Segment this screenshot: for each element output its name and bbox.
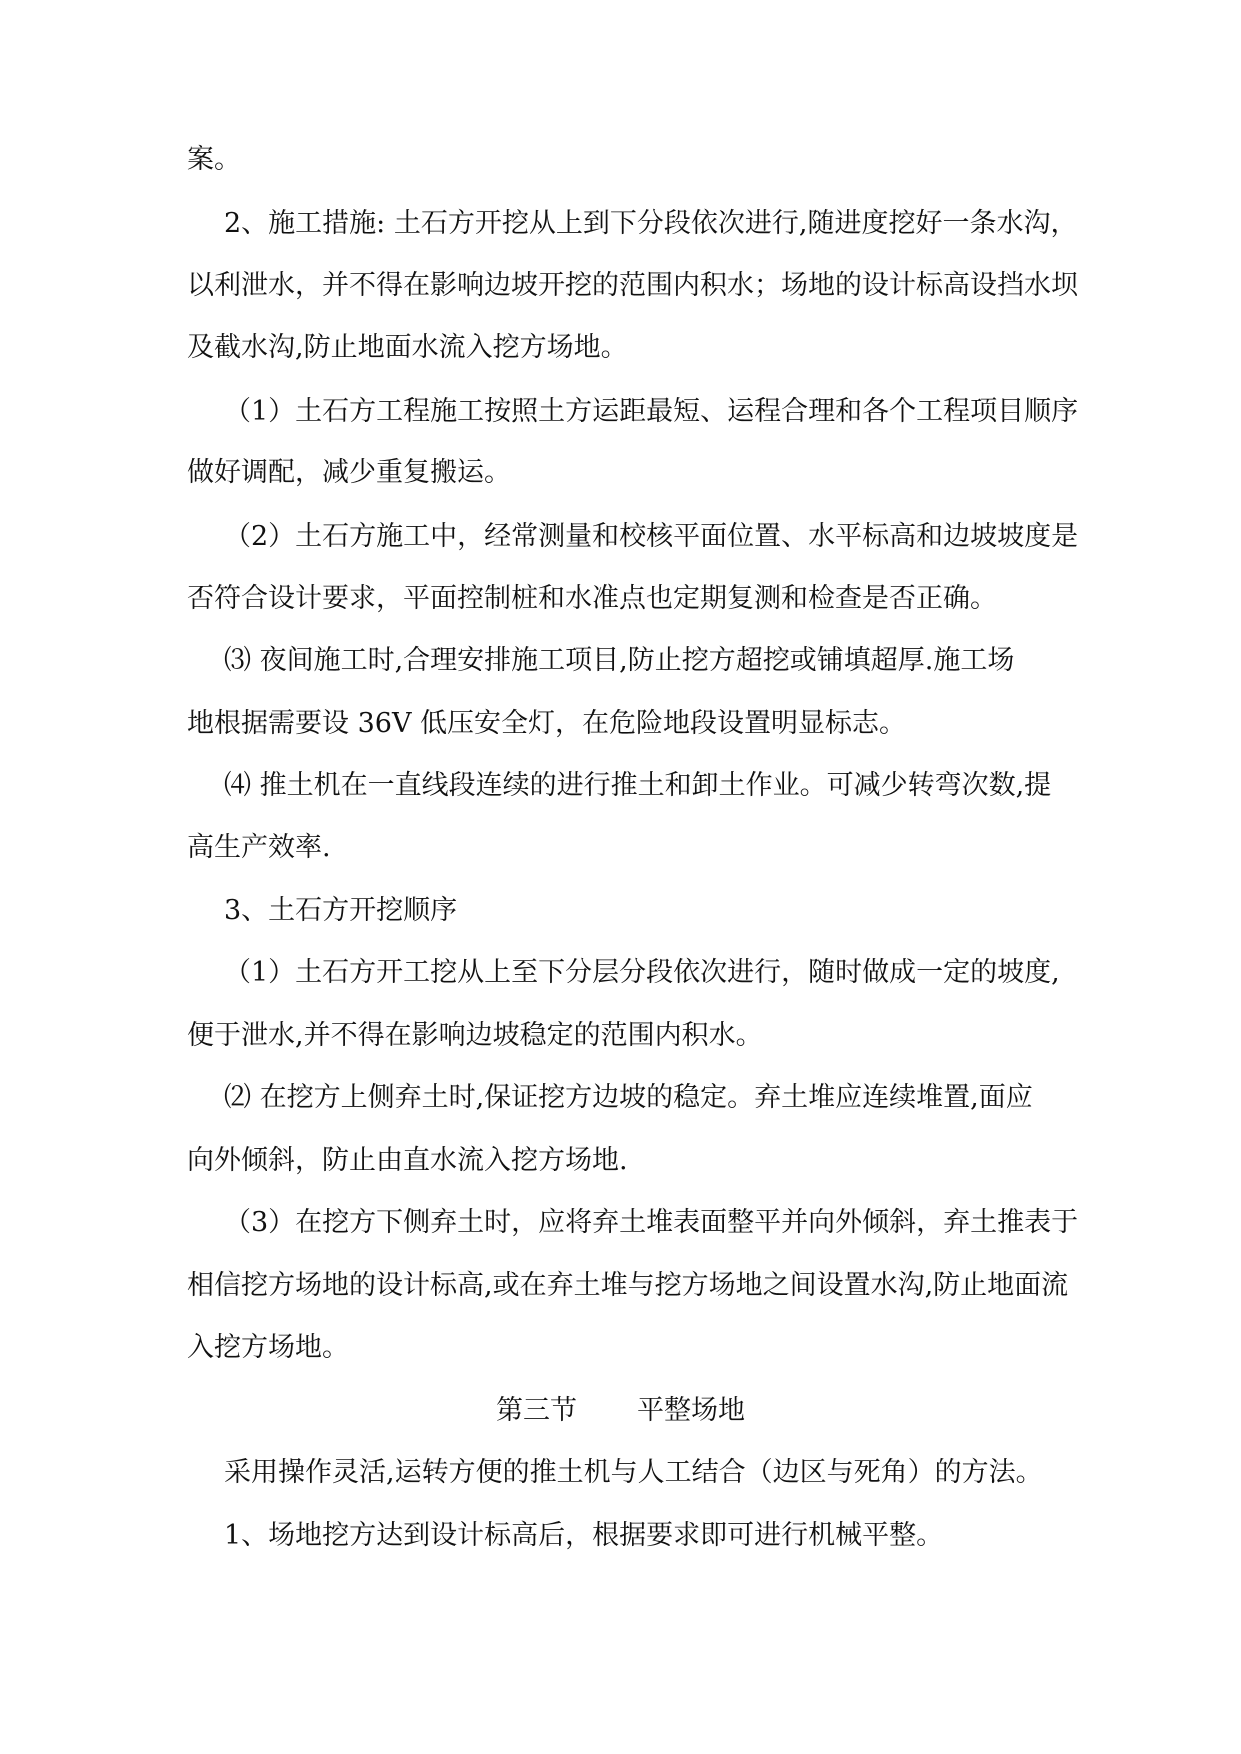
text-line: ⑵ 在挖方上侧弃土时,保证挖方边坡的稳定。弃土堆应连续堆置,面应 <box>224 1082 1033 1113</box>
text-line: 向外倾斜，防止由直水流入挖方场地. <box>187 1145 628 1176</box>
text-line: 做好调配，减少重复搬运。 <box>187 457 511 488</box>
text-line: ⑷ 推土机在一直线段连续的进行推土和卸土作业。可减少转弯次数,提 <box>224 770 1052 801</box>
text-line: 2、施工措施: 土石方开挖从上到下分段依次进行,随进度挖好一条水沟， <box>224 208 1078 239</box>
text-line: 地根据需要设 36V 低压安全灯，在危险地段设置明显标志。 <box>187 708 907 739</box>
text-line: 案。 <box>187 144 241 175</box>
text-line: 便于泄水,并不得在影响边坡稳定的范围内积水。 <box>187 1020 763 1051</box>
text-line: 入挖方场地。 <box>187 1332 349 1363</box>
section-number: 第三节 <box>496 1395 577 1426</box>
text-line: 1、场地挖方达到设计标高后，根据要求即可进行机械平整。 <box>224 1520 944 1551</box>
text-line: 采用操作灵活,运转方便的推土机与人工结合（边区与死角）的方法。 <box>224 1457 1043 1488</box>
text-line: 高生产效率. <box>187 832 331 863</box>
text-line: （2）土石方施工中，经常测量和校核平面位置、水平标高和边坡坡度是 <box>224 521 1079 552</box>
text-line: 相信挖方场地的设计标高,或在弃土堆与挖方场地之间设置水沟,防止地面流 <box>187 1270 1069 1301</box>
text-line: ⑶ 夜间施工时,合理安排施工项目,防止挖方超挖或铺填超厚.施工场 <box>224 645 1015 676</box>
section-title: 平整场地 <box>637 1395 745 1426</box>
text-line: 及截水沟,防止地面水流入挖方场地。 <box>187 332 628 363</box>
text-line: （3）在挖方下侧弃土时，应将弃土堆表面整平并向外倾斜，弃土推表于 <box>224 1207 1079 1238</box>
text-line: 否符合设计要求，平面控制桩和水准点也定期复测和检查是否正确。 <box>187 583 997 614</box>
text-line: （1）土石方工程施工按照土方运距最短、运程合理和各个工程项目顺序 <box>224 396 1079 427</box>
text-line: 3、土石方开挖顺序 <box>224 895 458 926</box>
text-line: （1）土石方开工挖从上至下分层分段依次进行，随时做成一定的坡度, <box>224 957 1060 988</box>
text-line: 以利泄水，并不得在影响边坡开挖的范围内积水；场地的设计标高设挡水坝 <box>187 270 1078 301</box>
section-heading <box>0 1393 1241 1429</box>
